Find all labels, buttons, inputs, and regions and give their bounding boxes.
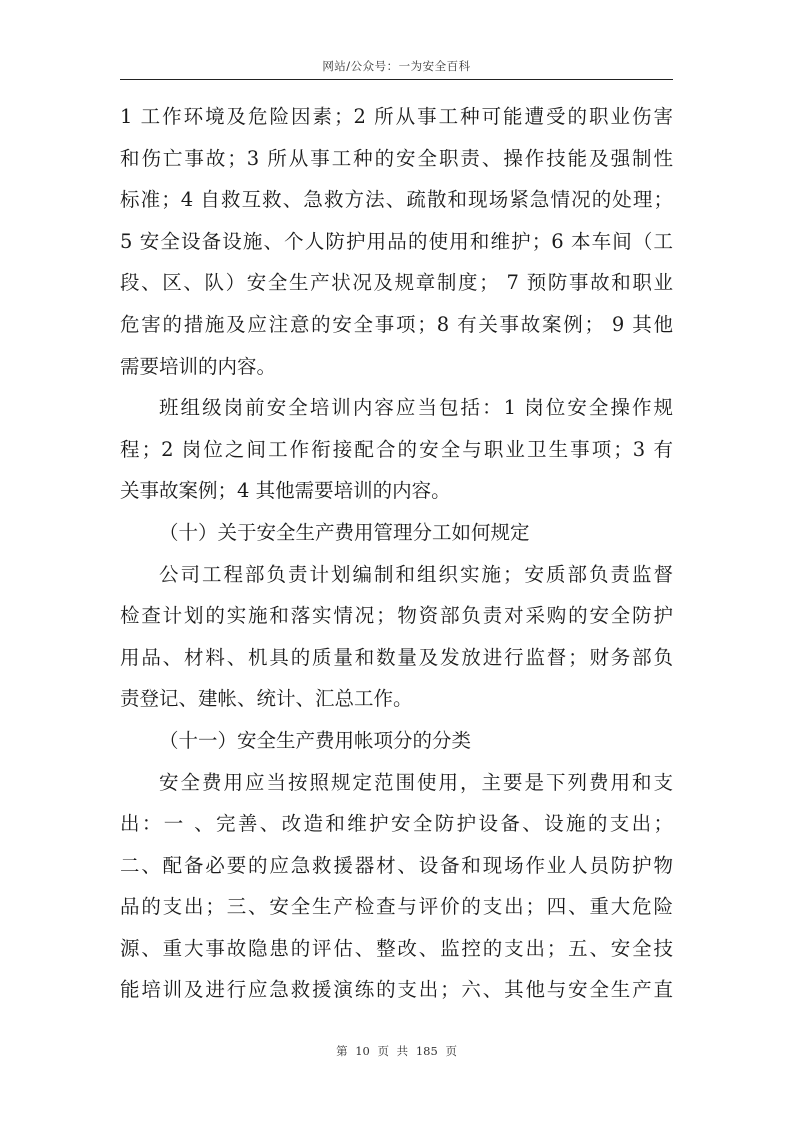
- body-line: 和伤亡事故；3 所从事工种的安全职责、操作技能及强制性: [120, 146, 673, 170]
- body-line: 1 工作环境及危险因素；2 所从事工种可能遭受的职业伤害: [120, 105, 673, 128]
- paragraph-first-line: 班组级岗前安全培训内容应当包括：1 岗位安全操作规: [159, 396, 673, 420]
- footer-total-prefix: 共: [396, 1044, 409, 1058]
- section-heading: （十）关于安全生产费用管理分工如何规定: [159, 520, 530, 544]
- section-heading: （十一）安全生产费用帐项分的分类: [159, 728, 472, 752]
- paragraph-first-line: 安全费用应当按照规定范围使用，主要是下列费用和支: [159, 770, 673, 794]
- page-number: 10: [355, 1044, 370, 1058]
- body-line: 用品、材料、机具的质量和数量及发放进行监督；财务部负: [120, 645, 673, 669]
- document-body: [120, 96, 673, 1011]
- body-line: 5 安全设备设施、个人防护用品的使用和维护；6 本车间（工: [120, 229, 673, 253]
- body-line: 需要培训的内容。: [120, 354, 277, 378]
- header-divider: [120, 79, 673, 80]
- body-line: 关事故案例；4 其他需要培训的内容。: [120, 479, 451, 503]
- body-line: 源、重大事故隐患的评估、整改、监控的支出；五、安全技: [120, 936, 673, 960]
- body-line: 品的支出；三、安全生产检查与评价的支出；四、重大危险: [120, 895, 673, 919]
- body-line: 责登记、建帐、统计、汇总工作。: [120, 687, 413, 711]
- body-line: 检查计划的实施和落实情况；物资部负责对采购的安全防护: [120, 604, 673, 628]
- body-line: 程；2 岗位之间工作衔接配合的安全与职业卫生事项；3 有: [120, 437, 673, 461]
- footer-total-unit: 页: [445, 1044, 457, 1058]
- page-footer: [120, 1043, 673, 1059]
- total-pages: 185: [415, 1044, 438, 1058]
- body-line: 标准；4 自救互救、急救方法、疏散和现场紧急情况的处理；: [120, 188, 673, 212]
- body-line: 出：一 、完善、改造和维护安全防护设备、设施的支出；: [120, 812, 673, 836]
- page-header: 网站/公众号：一为安全百科: [322, 59, 471, 73]
- body-line: 能培训及进行应急救援演练的支出；六、其他与安全生产直: [120, 978, 673, 1002]
- body-line: 二、配备必要的应急救援器材、设备和现场作业人员防护物: [120, 853, 673, 877]
- footer-page-unit: 页: [377, 1044, 390, 1058]
- paragraph-first-line: 公司工程部负责计划编制和组织实施；安质部负责监督: [159, 562, 673, 586]
- footer-prefix: 第: [336, 1044, 348, 1058]
- body-line: 危害的措施及应注意的安全事项；8 有关事故案例； 9 其他: [120, 312, 673, 336]
- body-line: 段、区、队）安全生产状况及规章制度； 7 预防事故和职业: [120, 271, 673, 295]
